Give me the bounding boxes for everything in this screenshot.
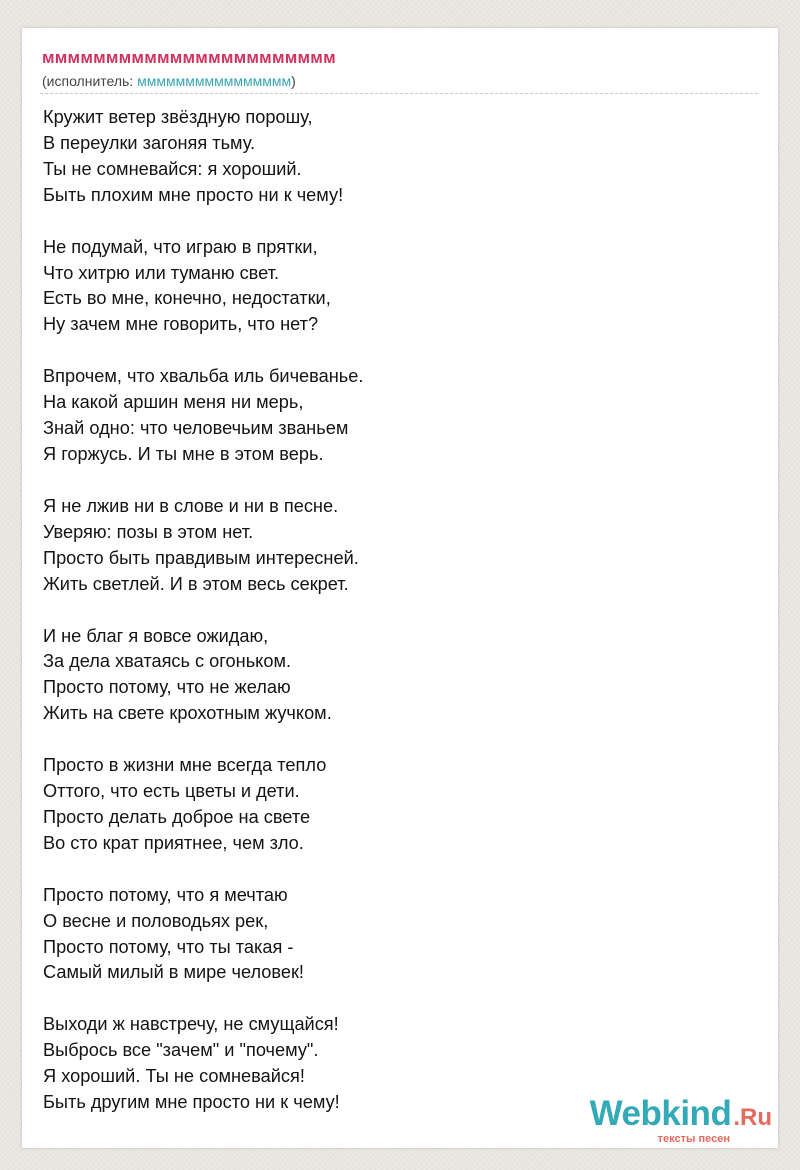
title-divider [40,93,758,94]
lyric-line: Ты не сомневайся: я хороший. [43,158,302,179]
lyrics-text [43,105,363,1142]
stanza [43,105,363,209]
webkind-logo [590,1096,772,1145]
lyric-line: Просто потому, что не желаю [43,677,291,698]
lyric-line: Просто в жизни мне всегда тепло [43,755,327,776]
lyric-line: О весне и половодьях рек, [43,910,269,931]
lyric-line: Быть другим мне просто ни к чему! [43,1092,340,1113]
lyric-line: На какой аршин меня ни мерь, [43,392,304,413]
lyric-line: Выходи ж навстречу, не смущайся! [43,1014,339,1035]
artist-suffix: ) [291,73,296,89]
lyric-line: Я не лжив ни в слове и ни в песне. [43,495,339,516]
lyric-line: Ну зачем мне говорить, что нет? [43,314,319,335]
lyric-line: Просто делать доброе на свете [43,806,311,827]
lyric-line: Во сто крат приятнее, чем зло. [43,832,304,853]
lyric-line: Жить светлей. И в этом весь секрет. [43,573,349,594]
lyric-line: Просто потому, что ты такая - [43,936,294,957]
lyric-line: Я хороший. Ты не сомневайся! [43,1066,305,1087]
song-title: ммммммммммммммммммммммм [42,48,336,67]
lyric-line: Просто быть правдивым интересней. [43,547,359,568]
lyric-line: Впрочем, что хвальба иль бичеванье. [43,366,364,387]
lyric-line: Есть во мне, конечно, недостатки, [43,288,331,309]
artist-link[interactable]: мммммммммммммммм [137,73,292,89]
lyric-line: И не благ я вовсе ожидаю, [43,625,269,646]
logo-wordmark [590,1096,772,1136]
lyric-line: Уверяю: позы в этом нет. [43,521,254,542]
artist-prefix: (исполнитель: [42,73,138,89]
lyric-line: Кружит ветер звёздную порошу, [43,107,313,127]
lyric-line: За дела хватаясь с огоньком. [43,651,291,672]
lyric-line: Не подумай, что играю в прятки, [43,236,318,257]
lyric-line: Оттого, что есть цветы и дети. [43,781,300,802]
stanza [43,494,363,598]
lyric-line: Самый милый в мире человек! [43,962,304,983]
lyric-line: Я горжусь. И ты мне в этом верь. [43,443,324,464]
lyric-line: В переулки загоняя тьму. [43,132,256,153]
stanza [43,624,363,728]
artist-line [42,73,296,89]
logo-tagline: тексты песен [657,1133,730,1145]
lyric-line: Просто потому, что я мечтаю [43,884,288,905]
stanza [43,753,363,857]
lyric-line: Жить на свете крохотным жучком. [43,703,332,724]
lyrics-card [22,28,778,1148]
lyric-line: Знай одно: что человечьим званьем [43,418,349,439]
stanza [43,1012,363,1116]
lyric-line: Быть плохим мне просто ни к чему! [43,184,344,205]
logo-main-text: Webkind [589,1094,732,1133]
lyric-line: Выбрось все "зачем" и "почему". [43,1040,319,1061]
lyric-line: Что хитрю или туманю свет. [43,262,280,283]
stanza [43,364,363,468]
stanza [43,235,363,339]
stanza [43,883,363,987]
logo-domain: .Ru [733,1104,772,1131]
